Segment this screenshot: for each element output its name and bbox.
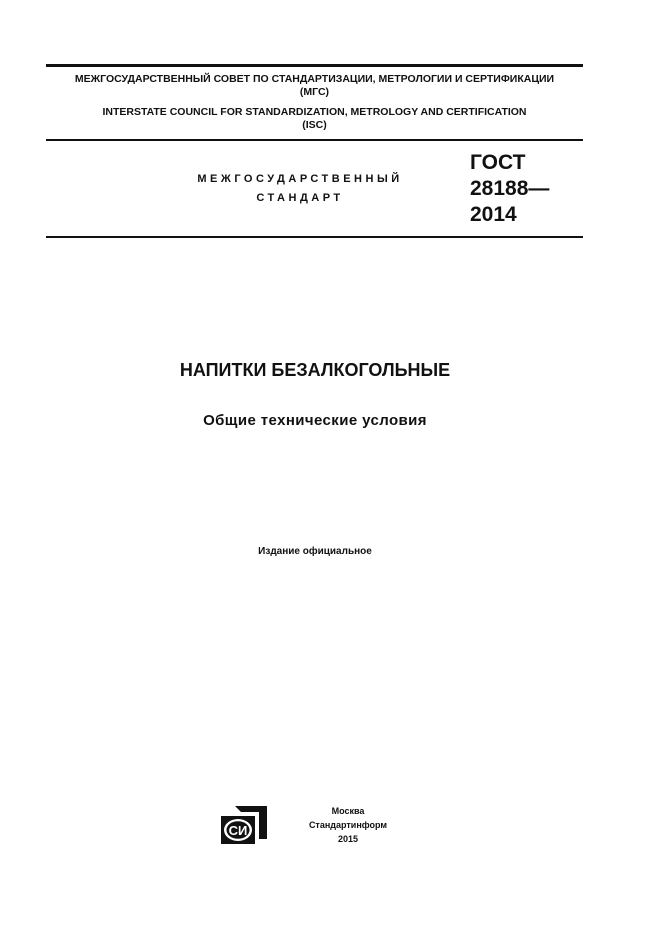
publisher-city: Москва (331, 806, 365, 816)
standartinform-logo-icon (221, 806, 267, 844)
document-title: НАПИТКИ БЕЗАЛКОГОЛЬНЫЕ (179, 360, 451, 380)
gost-label: ГОСТ (470, 151, 526, 174)
council-abbr-ru: (МГС) (299, 86, 330, 98)
gost-number: 28188— (470, 177, 550, 200)
council-name-ru-line: МЕЖГОСУДАРСТВЕННЫЙ СОВЕТ ПО СТАНДАРТИЗАЦИИ, МЕТРОЛОГИИ И СЕРТИФИКАЦИИ (74, 73, 555, 85)
bottom-rule (46, 236, 583, 238)
gost-designation (470, 150, 549, 228)
gost-year: 2014 (470, 203, 517, 226)
council-name-en (46, 106, 583, 132)
edition-note: Издание официальное (258, 546, 372, 557)
council-abbr-en: (ISC) (302, 119, 327, 131)
middle-rule (46, 139, 583, 141)
svg-text:СИ: СИ (228, 823, 248, 838)
top-rule (46, 64, 583, 67)
standard-kind-line2: СТАНДАРТ (256, 192, 344, 204)
publisher-name: Стандартинформ (308, 820, 388, 830)
standard-kind-line1: МЕЖГОСУДАРСТВЕННЫЙ (197, 173, 403, 185)
council-name-ru (46, 73, 583, 99)
council-name-en-line: INTERSTATE COUNCIL FOR STANDARDIZATION, METROLOGY AND CERTIFICATION (102, 106, 527, 118)
publisher-year: 2015 (337, 834, 359, 844)
document-subtitle: Общие технические условия (203, 412, 427, 429)
standard-kind (170, 170, 430, 208)
publisher-imprint (298, 804, 398, 846)
